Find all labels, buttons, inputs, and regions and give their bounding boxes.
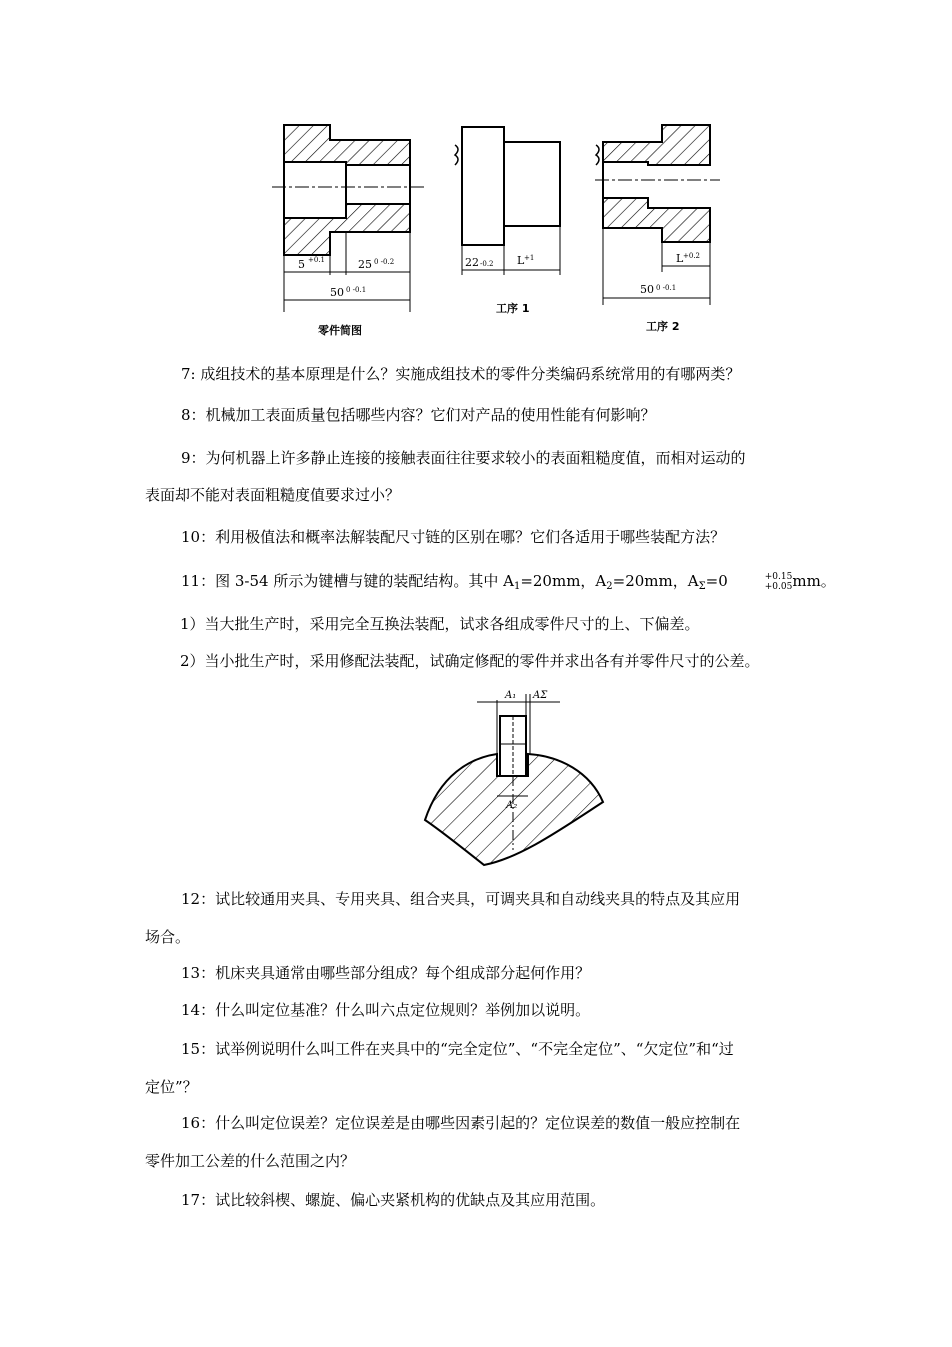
op1-caption: 工序 1 (496, 302, 530, 315)
question-15-line2: 定位”？ (145, 1078, 198, 1096)
question-11: 11：图 3-54 所示为键槽与键的装配结构。其中 $A_1=20mm$，$A_2=20mm$，$A_\Sigma=0$ +0.15 +0.05 mm。 (181, 572, 836, 592)
svg-text:0 -0.2: 0 -0.2 (374, 258, 395, 266)
part-sketch (272, 125, 425, 312)
question-9-line1: 9：为何机器上许多静止连接的接触表面往往要求较小的表面粗糙度值，而相对运动的 (181, 449, 746, 467)
dim-l1: L (517, 254, 525, 267)
question-15-line1: 15：试举例说明什么叫工件在夹具中的“完全定位”、“不完全定位”、“欠定位”和“过 (181, 1040, 734, 1058)
label-a2: A₂ (506, 800, 518, 811)
question-11-sub2: 2）当小批生产时，采用修配法装配，试确定修配的零件并求出各有并零件尺寸的公差。 (180, 652, 760, 670)
svg-text:-0.2: -0.2 (480, 260, 494, 268)
question-7: 7: 成组技术的基本原理是什么？实施成组技术的零件分类编码系统常用的有哪两类？ (181, 365, 741, 383)
question-16-line2: 零件加工公差的什么范围之内？ (145, 1152, 356, 1170)
operation-1-sketch (455, 127, 560, 275)
svg-text:+0.2: +0.2 (683, 252, 700, 260)
dim-25: 25 (358, 258, 372, 271)
label-asigma: AΣ (533, 690, 548, 701)
question-11-sub1: 1）当大批生产时，采用完全互换法装配，试求各组成零件尺寸的上、下偏差。 (180, 615, 700, 633)
svg-text:+0.1: +0.1 (308, 256, 325, 264)
svg-text:0 -0.1: 0 -0.1 (346, 286, 367, 294)
part-caption: 零件简图 (318, 324, 362, 337)
question-14: 14：什么叫定位基准？什么叫六点定位规则？举例加以说明。 (181, 1001, 591, 1019)
label-a1: A₁ (505, 690, 517, 701)
op2-caption: 工序 2 (646, 320, 680, 333)
dim-5: 5 (298, 258, 305, 271)
question-10: 10：利用极值法和概率法解装配尺寸链的区别在哪？它们各适用于哪些装配方法？ (181, 528, 726, 546)
svg-text:0 -0.1: 0 -0.1 (656, 284, 677, 292)
dim-22: 22 (465, 256, 479, 269)
dim-50: 50 (330, 286, 344, 299)
dim-l2: L (676, 252, 684, 265)
tolerance-stack: +0.15 +0.05 (764, 572, 793, 592)
question-9-line2: 表面却不能对表面粗糙度值要求过小？ (145, 486, 401, 504)
figure-process-drawings (0, 0, 952, 340)
question-16-line1: 16：什么叫定位误差？定位误差是由哪些因素引起的？定位误差的数值一般应控制在 (181, 1114, 741, 1132)
question-12-line2: 场合。 (145, 928, 191, 946)
question-17: 17：试比较斜楔、螺旋、偏心夹紧机构的优缺点及其应用范围。 (181, 1191, 606, 1209)
question-12-line1: 12：试比较通用夹具、专用夹具、组合夹具，可调夹具和自动线夹具的特点及其应用 (181, 890, 741, 908)
question-8: 8：机械加工表面质量包括哪些内容？它们对产品的使用性能有何影响？ (181, 406, 656, 424)
dim-50b: 50 (640, 283, 654, 296)
svg-text:+1: +1 (524, 254, 535, 262)
operation-2-sketch (595, 125, 720, 305)
key (500, 716, 526, 776)
figure-key-slot-assembly (0, 680, 952, 880)
question-13: 13：机床夹具通常由哪些部分组成？每个组成部分起何作用？ (181, 964, 591, 982)
